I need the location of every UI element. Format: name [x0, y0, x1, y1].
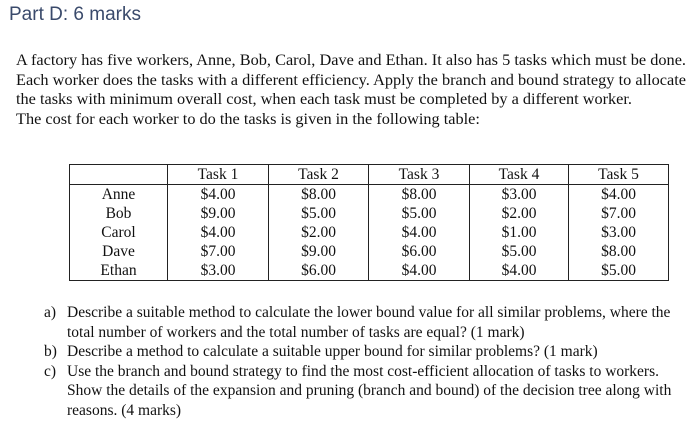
problem-statement	[16, 50, 686, 128]
worker-name: Carol	[70, 223, 168, 242]
cost-cell: $3.00	[470, 185, 569, 205]
question-list	[44, 303, 689, 420]
cost-cell: $3.00	[168, 261, 269, 281]
table-header-cell: Task 5	[569, 165, 669, 185]
cost-cell: $8.00	[569, 242, 669, 261]
cost-cell: $3.00	[569, 223, 669, 242]
table-header-cell: Task 1	[168, 165, 269, 185]
question-item	[44, 362, 689, 421]
cost-table	[69, 164, 669, 281]
cost-cell: $9.00	[269, 242, 369, 261]
table-header-cell: Task 2	[269, 165, 369, 185]
cost-cell: $6.00	[369, 242, 470, 261]
cost-cell: $5.00	[470, 242, 569, 261]
cost-cell: $5.00	[569, 261, 669, 281]
worker-name: Anne	[70, 185, 168, 205]
worker-name: Bob	[70, 204, 168, 223]
cost-cell: $2.00	[269, 223, 369, 242]
question-item	[44, 303, 689, 342]
table-row	[70, 242, 669, 261]
cost-cell: $4.00	[569, 185, 669, 205]
question-text: Use the branch and bound strategy to find the most cost-efficient allocation of tasks to workers. Show the details of the expansion and pruning (branch and bound) of the decision tree along with reasons. (4 marks)	[67, 362, 672, 419]
table-header-cell	[70, 165, 168, 185]
question-label: b)	[44, 343, 57, 360]
cost-cell: $7.00	[569, 204, 669, 223]
cost-cell: $7.00	[168, 242, 269, 261]
table-header-cell: Task 3	[369, 165, 470, 185]
worker-name: Dave	[70, 242, 168, 261]
question-label: c)	[44, 362, 57, 380]
cost-cell: $8.00	[369, 185, 470, 205]
table-intro: The cost for each worker to do the tasks is given in the following table:	[16, 108, 480, 128]
table-header-cell: Task 4	[470, 165, 569, 185]
cost-cell: $4.00	[369, 223, 470, 242]
question-label: a)	[44, 304, 57, 321]
cost-cell: $5.00	[269, 204, 369, 223]
cost-cell: $9.00	[168, 204, 269, 223]
cost-cell: $8.00	[269, 185, 369, 205]
table-row	[70, 223, 669, 242]
intro-paragraph: A factory has five workers, Anne, Bob, Carol, Dave and Ethan. It also has 5 tasks which must be done. Each worker does the tasks with a different efficiency. Apply the branch and bound strategy to allocate the tasks with minimum overall cost, when each task must be completed by a different worker.	[16, 50, 686, 109]
worker-name: Ethan	[70, 261, 168, 281]
table-row	[70, 185, 669, 205]
table-header-row	[70, 165, 669, 185]
cost-cell: $4.00	[168, 185, 269, 205]
question-text: Describe a method to calculate a suitable upper bound for similar problems? (1 mark)	[67, 343, 598, 360]
table-row	[70, 261, 669, 281]
table-row	[70, 204, 669, 223]
cost-cell: $4.00	[168, 223, 269, 242]
cost-cell: $5.00	[369, 204, 470, 223]
cost-cell: $6.00	[269, 261, 369, 281]
cost-cell: $2.00	[470, 204, 569, 223]
cost-cell: $4.00	[369, 261, 470, 281]
section-heading: Part D: 6 marks	[9, 4, 141, 25]
question-item	[44, 342, 689, 362]
cost-cell: $1.00	[470, 223, 569, 242]
cost-cell: $4.00	[470, 261, 569, 281]
question-text: Describe a suitable method to calculate the lower bound value for all similar problems, where the total number of workers and the total number of tasks are equal? (1 mark)	[67, 304, 671, 341]
